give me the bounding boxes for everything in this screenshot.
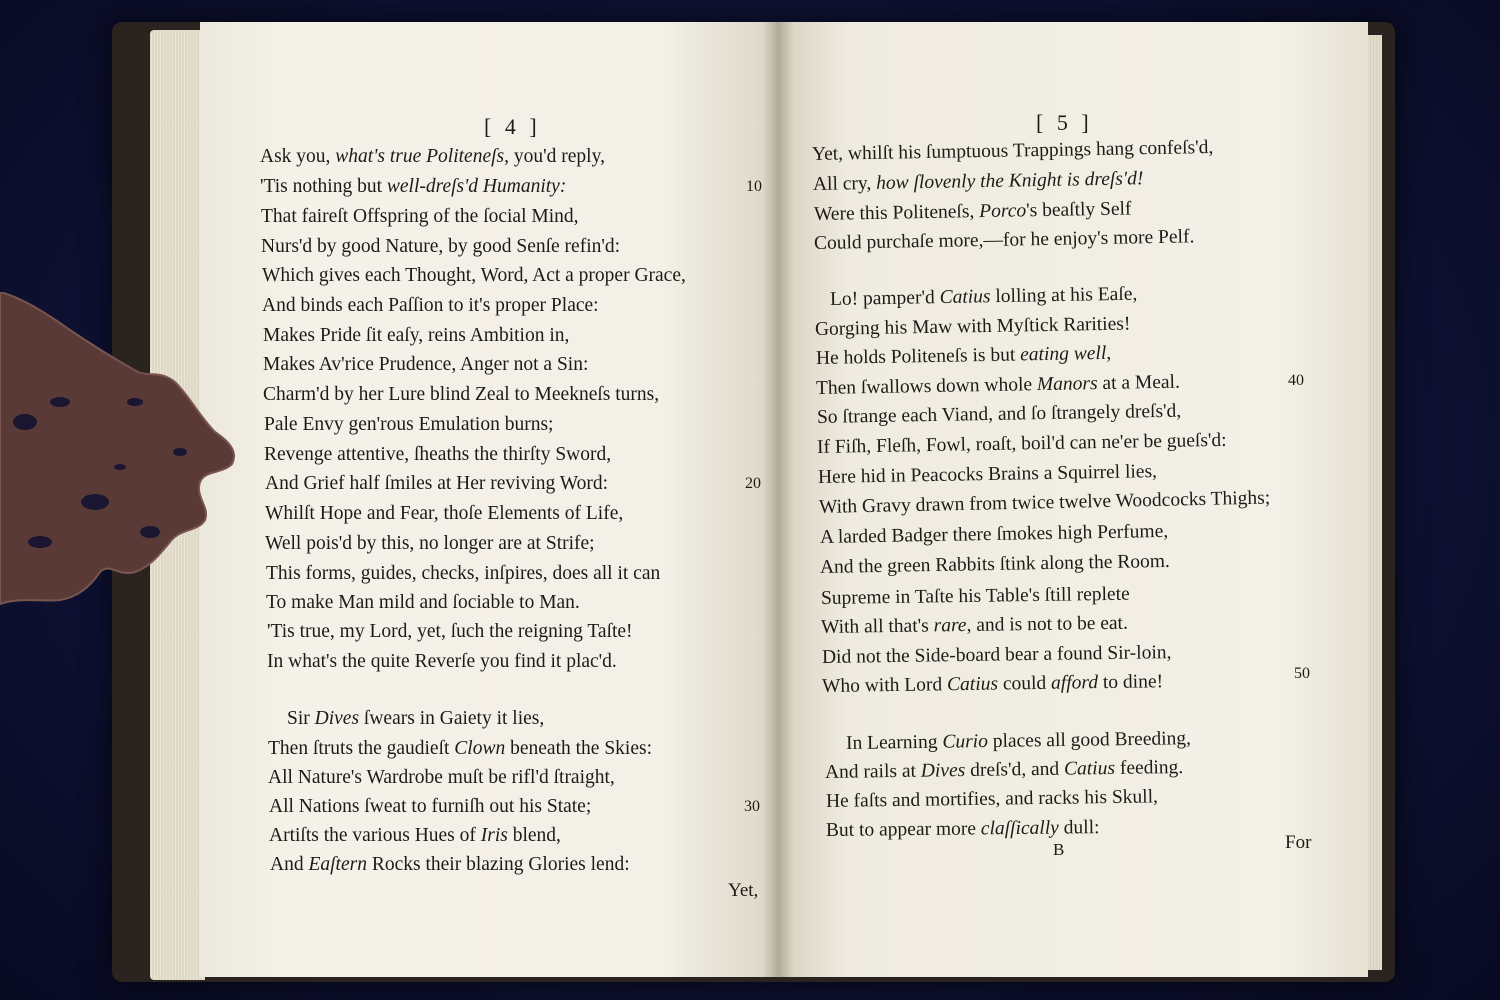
right-line-21: He faſts and mortifies, and racks his Skull, bbox=[825, 786, 1159, 812]
right-line-2: All cry, how ſlovenly the Knight is dreſs'd! bbox=[812, 168, 1144, 195]
right-line-11: Here hid in Peacocks Brains a Squirrel lies, bbox=[817, 461, 1158, 488]
left-line-14: Well pois'd by this, no longer are at Strife; bbox=[265, 533, 595, 554]
left-line-22: All Nations ſweat to furniſh out his State; bbox=[269, 796, 592, 817]
left-page bbox=[200, 22, 778, 977]
right-page bbox=[778, 22, 1368, 977]
right-line-1: Yet, whilſt his ſumptuous Trappings hang confeſs'd, bbox=[811, 136, 1214, 165]
left-line-4: Nurs'd by good Nature, by good Senſe refin'd: bbox=[261, 236, 621, 257]
right-line-12: With Gravy drawn from twice twelve Woodcocks Thighs; bbox=[818, 487, 1271, 518]
signature-mark: B bbox=[1053, 840, 1065, 859]
right-folio: [ 5 ] bbox=[1036, 110, 1093, 135]
right-line-3: Were this Politeneſs, Porco's beaſtly Self bbox=[813, 198, 1132, 225]
left-line-9: Charm'd by her Lure blind Zeal to Meekneſs turns, bbox=[263, 384, 660, 405]
right-line-9: So ſtrange each Viand, and ſo ſtrangely dreſs'd, bbox=[816, 400, 1182, 428]
left-line-19: Sir Dives ſwears in Gaiety it lies, bbox=[287, 708, 545, 729]
left-line-5: Which gives each Thought, Word, Act a proper Grace, bbox=[262, 265, 686, 286]
right-line-22: But to appear more claſſically dull: bbox=[825, 817, 1100, 841]
left-line-11: Revenge attentive, ſheaths the thirſty Sword, bbox=[264, 444, 612, 465]
left-line-20: Then ſtruts the gaudieſt Clown beneath the Skies: bbox=[268, 738, 652, 759]
right-line-13: A larded Badger there ſmokes high Perfume, bbox=[819, 520, 1169, 548]
right-line-20: And rails at Dives dreſs'd, and Catius feeding. bbox=[824, 756, 1184, 783]
right-line-19: In Learning Curio places all good Breeding, bbox=[845, 728, 1192, 754]
right-line-6: Gorging his Maw with Myſtick Rarities! bbox=[814, 313, 1131, 340]
right-line-10: If Fiſh, Fleſh, Fowl, roaſt, boil'd can ne'er be gueſs'd: bbox=[816, 429, 1227, 458]
line-number-50: 50 bbox=[1294, 665, 1310, 682]
left-line-12: And Grief half ſmiles at Her reviving Word: bbox=[265, 473, 609, 494]
left-line-3: That faireſt Offspring of the ſocial Mind, bbox=[261, 206, 579, 227]
book-gutter bbox=[762, 22, 794, 977]
left-line-10: Pale Envy gen'rous Emulation burns; bbox=[264, 414, 554, 435]
right-line-14: And the green Rabbits ſtink along the Room. bbox=[819, 550, 1170, 578]
left-line-8: Makes Av'rice Prudence, Anger not a Sin: bbox=[263, 354, 589, 375]
bookmark-fragment bbox=[0, 292, 240, 612]
left-line-17: 'Tis true, my Lord, yet, ſuch the reigning Taſte! bbox=[267, 621, 633, 642]
left-line-1: Ask you, what's true Politeneſs, you'd reply, bbox=[260, 146, 605, 167]
left-line-7: Makes Pride ſit eaſy, reins Ambition in, bbox=[263, 325, 570, 346]
line-number-10: 10 bbox=[746, 178, 762, 195]
line-number-40: 40 bbox=[1288, 372, 1304, 389]
left-catchword: Yet, bbox=[728, 880, 759, 901]
right-line-18: Who with Lord Catius could afford to dine! bbox=[821, 671, 1164, 697]
left-line-16: To make Man mild and ſociable to Man. bbox=[266, 592, 580, 613]
left-line-23: Artiſts the various Hues of Iris blend, bbox=[269, 825, 561, 846]
left-line-6: And binds each Paſſion to it's proper Place: bbox=[262, 295, 599, 316]
left-folio: [ 4 ] bbox=[484, 114, 541, 139]
left-line-18: In what's the quite Reverſe you find it plac'd. bbox=[267, 651, 617, 672]
right-line-8: Then ſwallows down whole Manors at a Meal. bbox=[815, 371, 1181, 399]
left-line-13: Whilſt Hope and Fear, thoſe Elements of Life, bbox=[265, 503, 624, 524]
right-line-4: Could purchaſe more,—for he enjoy's more Pelf. bbox=[813, 226, 1195, 254]
right-line-17: Did not the Side-board bear a found Sir-loin, bbox=[821, 642, 1172, 668]
right-catchword: For bbox=[1285, 832, 1312, 853]
left-line-24: And Eaſtern Rocks their blazing Glories lend: bbox=[270, 854, 630, 875]
right-line-16: With all that's rare, and is not to be eat. bbox=[820, 612, 1129, 638]
left-line-15: This forms, guides, checks, inſpires, does all it can bbox=[266, 563, 661, 584]
line-number-20: 20 bbox=[745, 475, 761, 492]
right-line-5: Lo! pamper'd Catius lolling at his Eaſe, bbox=[829, 283, 1138, 310]
left-line-2: 'Tis nothing but well-dreſs'd Humanity: bbox=[260, 176, 567, 197]
right-line-15: Supreme in Taſte his Table's ſtill replete bbox=[820, 583, 1130, 609]
left-line-21: All Nature's Wardrobe muſt be rifl'd ſtraight, bbox=[268, 767, 615, 788]
line-number-30: 30 bbox=[744, 798, 760, 815]
right-line-7: He holds Politeneſs is but eating well, bbox=[815, 342, 1112, 369]
